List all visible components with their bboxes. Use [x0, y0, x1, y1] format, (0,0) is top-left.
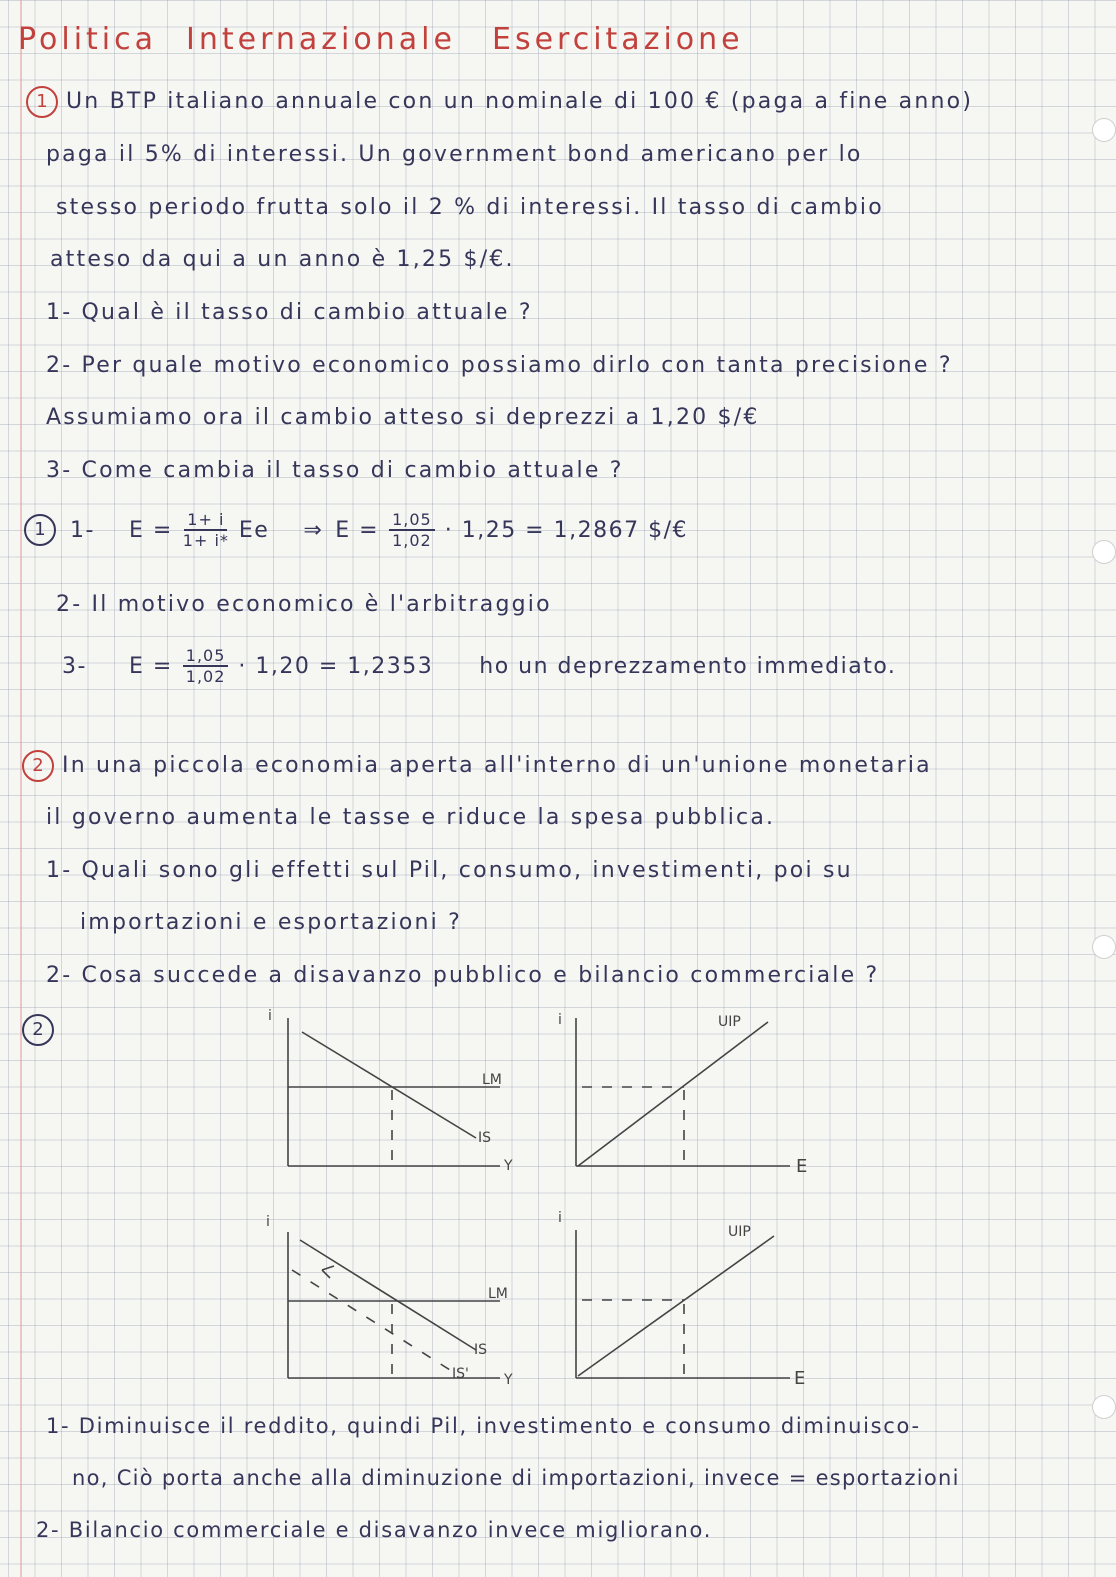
- solution-2-answer-1-cont: no, Ciò porta anche alla diminuzione di importazioni, invece = esportazioni: [72, 1466, 960, 1490]
- exercise-1-question-3: 3- Come cambia il tasso di cambio attuale ?: [46, 458, 624, 483]
- title-word-politica: Politica: [18, 22, 158, 57]
- is-curve: [300, 1240, 476, 1350]
- exercise-1-assumption: Assumiamo ora il cambio atteso si deprezzi a 1,20 $/€: [46, 405, 760, 430]
- exercise-1-line-4: atteso da qui a un anno è 1,25 $/€.: [50, 247, 515, 272]
- title-word-esercitazione: Esercitazione: [492, 22, 744, 57]
- label-uip: UIP: [728, 1224, 751, 1240]
- binder-hole: [1092, 1395, 1116, 1419]
- exercise-2-question-1-cont: importazioni e esportazioni ?: [80, 910, 463, 935]
- graph-is-lm-before: [288, 1018, 500, 1166]
- exercise-1-line-3: stesso periodo frutta solo il 2 % di interessi. Il tasso di cambio: [56, 195, 884, 220]
- step-1-result: · 1,25 = 1,2867 $/€: [444, 517, 688, 543]
- exercise-1-text: Un BTP italiano annuale con un nominale di 100 € (paga a fine anno): [66, 89, 974, 114]
- exercise-1-number: 1: [26, 86, 58, 118]
- exercise-2-line-2: il governo aumenta le tasse e riduce la spesa pubblica.: [46, 805, 776, 830]
- label-lm: LM: [482, 1072, 502, 1088]
- graph-uip-before: [576, 1018, 790, 1166]
- axis-label-i: i: [266, 1214, 270, 1230]
- graph-uip-after: [576, 1230, 790, 1378]
- label-is: IS: [478, 1130, 492, 1146]
- is-prime-curve: [292, 1270, 450, 1370]
- solution-2-answer-2: 2- Bilancio commerciale e disavanzo invece migliorano.: [36, 1518, 713, 1542]
- uip-curve: [578, 1236, 774, 1376]
- solution-1-step-2: 2- Il motivo economico è l'arbitraggio: [56, 592, 552, 617]
- formula-fraction: $\frac{1,05}{1,02}$: [389, 510, 435, 550]
- is-curve: [302, 1032, 476, 1138]
- exercise-1-question-1: 1- Qual è il tasso di cambio attuale ?: [46, 300, 533, 325]
- shift-arrow: [322, 1270, 330, 1278]
- title-word-internazionale: Internazionale: [186, 22, 456, 57]
- step-3-note: ho un deprezzamento immediato.: [479, 653, 897, 679]
- formula-lhs: E =: [335, 517, 380, 543]
- label-lm: LM: [488, 1286, 508, 1302]
- label-is-prime: IS': [452, 1366, 469, 1382]
- step-3-result: · 1,20 = 1,2353: [238, 653, 434, 679]
- label-is: IS: [474, 1342, 488, 1358]
- solution-1-step-1: [24, 510, 694, 550]
- binder-hole: [1092, 540, 1116, 564]
- axis-label-i: i: [558, 1210, 562, 1226]
- exercise-1-line-1: [26, 86, 973, 118]
- formula-expected-rate: Ee: [238, 517, 270, 543]
- axis-label-i: i: [558, 1012, 562, 1028]
- graph-is-lm-after: [288, 1232, 500, 1378]
- axis-label-e: E: [794, 1368, 806, 1389]
- formula-fraction: $\frac{1+ i}{1+ i*}$: [182, 510, 229, 550]
- shift-arrow: [322, 1266, 334, 1270]
- exercise-2-question-2: 2- Cosa succede a disavanzo pubblico e bilancio commerciale ?: [46, 963, 880, 988]
- uip-curve: [578, 1022, 768, 1166]
- solution-1-number: 1: [24, 514, 56, 546]
- label-uip: UIP: [718, 1014, 741, 1030]
- exercise-2-number: 2: [22, 750, 54, 782]
- exercise-2-question-1: 1- Quali sono gli effetti sul Pil, consumo, investimenti, poi su: [46, 858, 853, 883]
- axis-label-e: E: [796, 1156, 808, 1177]
- solution-2-number: 2: [22, 1014, 54, 1046]
- solution-2-answer-1: 1- Diminuisce il reddito, quindi Pil, investimento e consumo diminuisco-: [46, 1414, 921, 1438]
- axis-label-y: Y: [504, 1372, 513, 1388]
- exercise-2-text: In una piccola economia aperta all'interno di un'unione monetaria: [62, 753, 932, 778]
- solution-1-step-3: [56, 646, 902, 686]
- axis-label-y: Y: [504, 1158, 513, 1174]
- implies-arrow: ⇒: [303, 517, 324, 543]
- exercise-1-line-2: paga il 5% di interessi. Un government bond americano per lo: [46, 142, 863, 167]
- formula-lhs: E =: [128, 517, 173, 543]
- step-label: 1-: [70, 517, 95, 543]
- step-label: 3-: [62, 653, 87, 679]
- exercise-2-line-1: [22, 750, 932, 782]
- binder-hole: [1092, 935, 1116, 959]
- exercise-1-question-2: 2- Per quale motivo economico possiamo dirlo con tanta precisione ?: [46, 353, 953, 378]
- axis-label-i: i: [268, 1008, 272, 1024]
- formula-fraction: $\frac{1,05}{1,02}$: [183, 646, 229, 686]
- solution-2-marker: [22, 1014, 62, 1046]
- binder-hole: [1092, 118, 1116, 142]
- page-margin-line: [20, 0, 22, 1577]
- formula-lhs: E =: [128, 653, 173, 679]
